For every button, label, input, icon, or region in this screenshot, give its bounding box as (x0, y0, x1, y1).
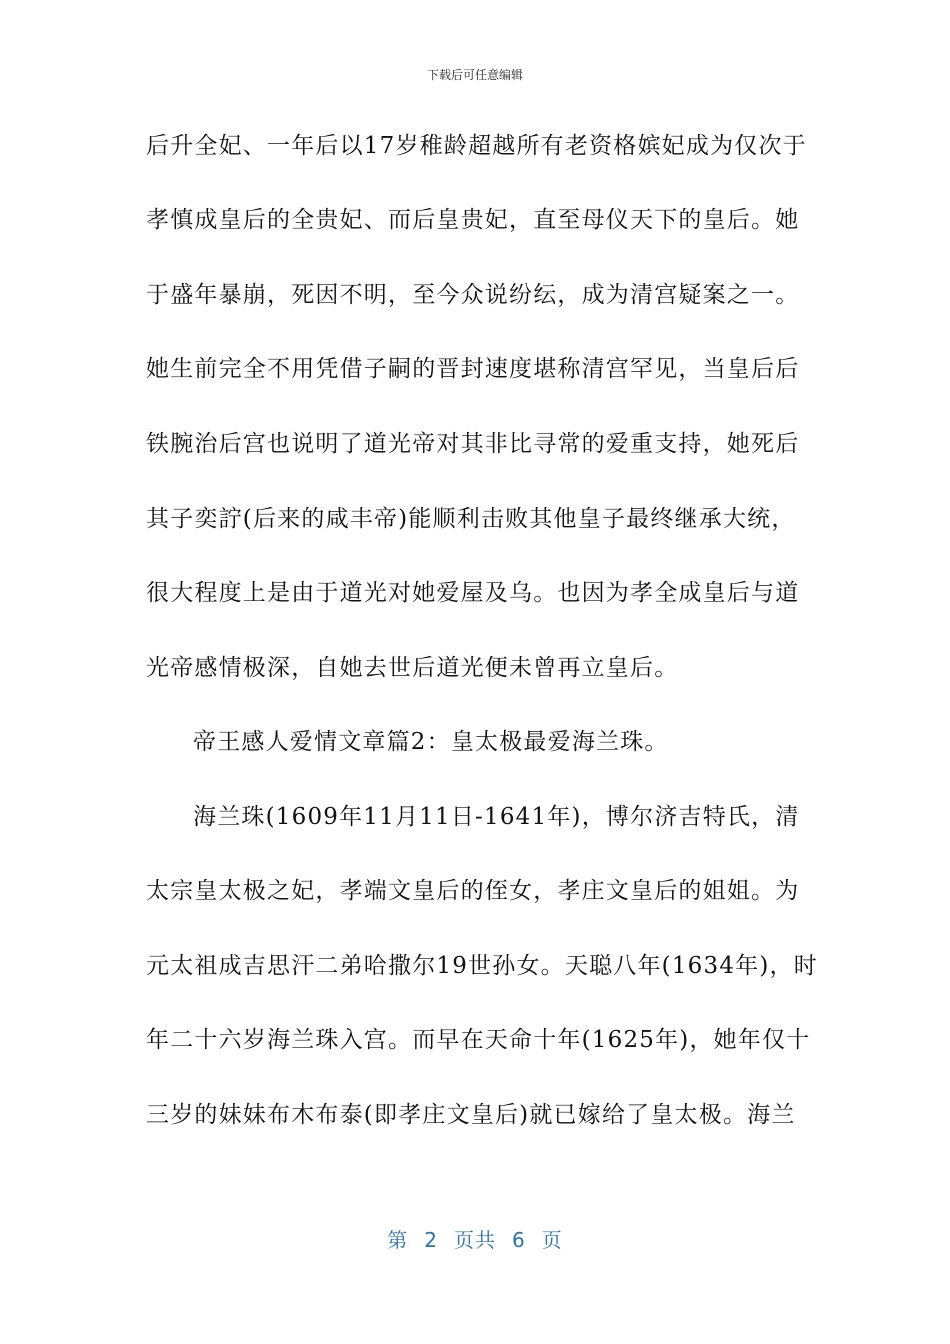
text-line: 于盛年暴崩，死因不明，至今众说纷纭，成为清宫疑案之一。 (146, 282, 800, 308)
text-line: 很大程度上是由于道光对她爱屋及乌。也因为孝全成皇后与道 (146, 580, 800, 606)
text-line: 其子奕詝(后来的咸丰帝)能顺利击败其他皇子最终继承大统， (146, 506, 796, 532)
text-line: 她生前完全不用凭借子嗣的晋封速度堪称清宫罕见，当皇后后 (146, 356, 800, 382)
text-line: 太宗皇太极之妃，孝端文皇后的侄女，孝庄文皇后的姐姐。为 (146, 878, 800, 904)
text-line: 元太祖成吉思汗二弟哈撒尔19世孙女。天聪八年(1634年)，时 (146, 953, 818, 979)
total-pages: 6 (512, 1228, 526, 1252)
text-line: 光帝感情极深，自她去世后道光便未曾再立皇后。 (146, 655, 679, 681)
text-line: 后升全妃、一年后以17岁稚龄超越所有老资格嫔妃成为仅次于 (146, 133, 807, 159)
of-label: 页共 (454, 1228, 496, 1252)
page-header-note: 下载后可任意编辑 (426, 68, 523, 82)
section-heading: 帝王感人爱情文章篇2：皇太极最爱海兰珠。 (193, 729, 669, 755)
text-line: 年二十六岁海兰珠入宫。而早在天命十年(1625年)，她年仅十 (146, 1027, 811, 1053)
page-suffix: 页 (541, 1228, 563, 1252)
page-number: 2 (424, 1228, 438, 1252)
text-line: 海兰珠(1609年11月11日-1641年)，博尔济吉特氏，清 (193, 804, 800, 830)
page-label: 第 (387, 1228, 409, 1252)
text-line: 三岁的妹妹布木布泰(即孝庄文皇后)就已嫁给了皇太极。海兰 (146, 1102, 796, 1128)
text-line: 铁腕治后宫也说明了道光帝对其非比寻常的爱重支持，她死后 (146, 431, 800, 457)
text-line: 孝慎成皇后的全贵妃、而后皇贵妃，直至母仪天下的皇后。她 (146, 207, 800, 233)
page-footer (0, 1224, 950, 1253)
